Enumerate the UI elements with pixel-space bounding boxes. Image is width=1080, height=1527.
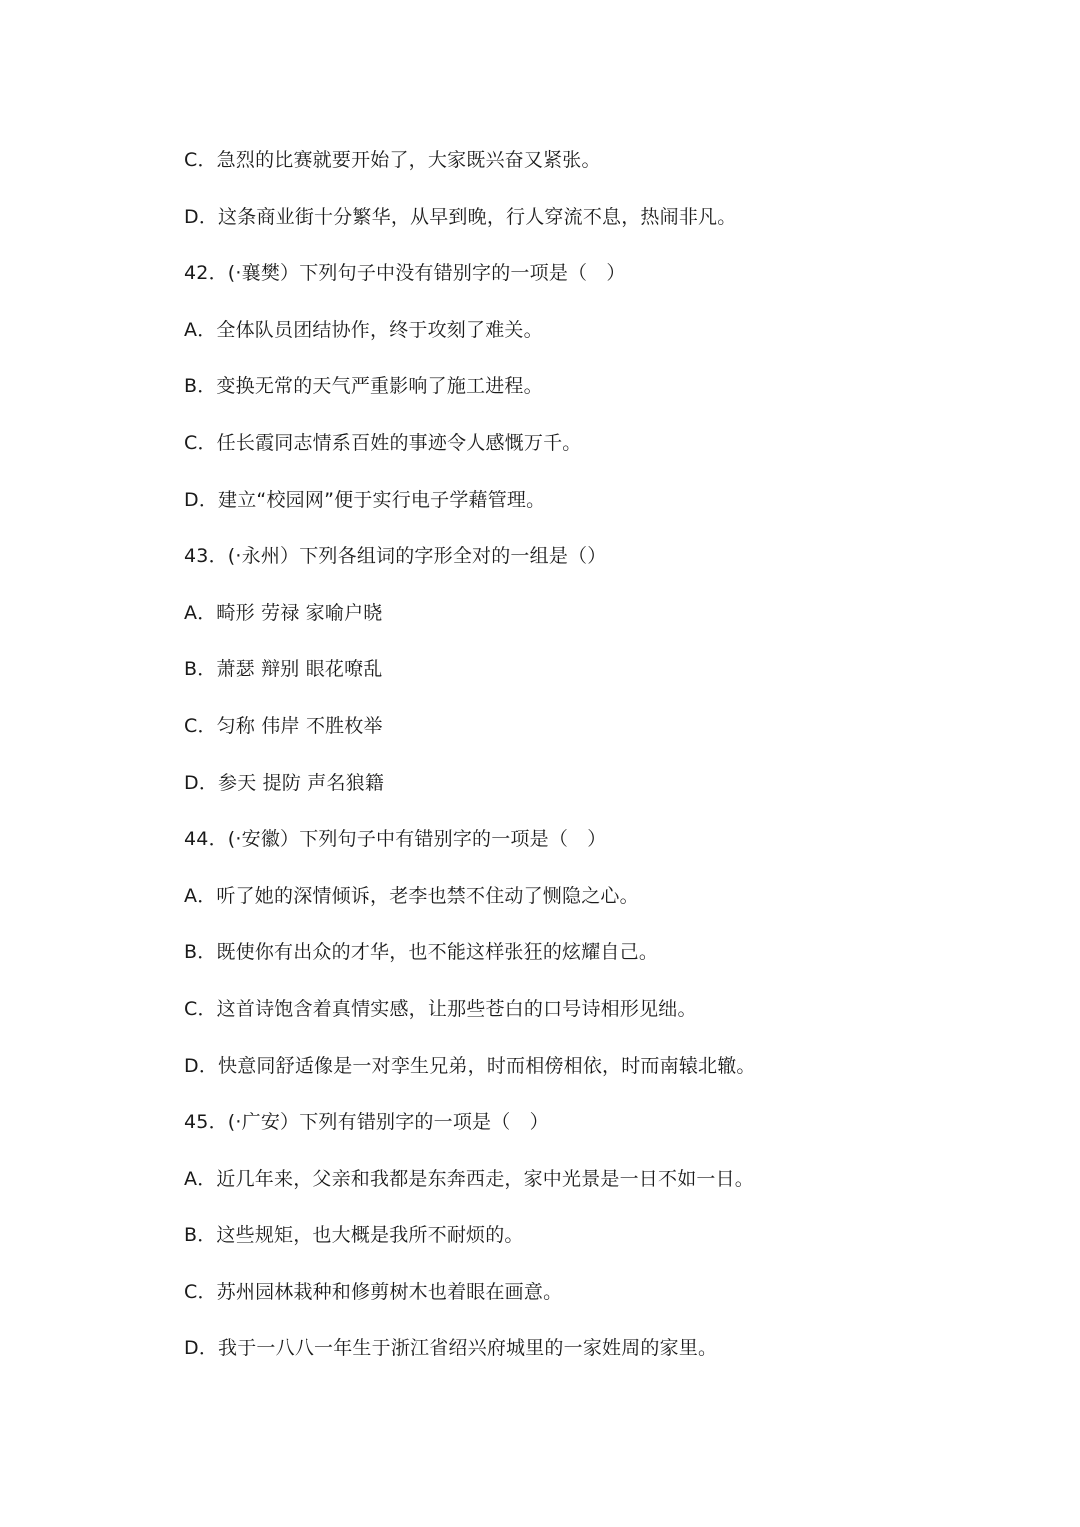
- option-line: D．参天 提防 声名狼籍: [184, 771, 385, 794]
- option-line: D．快意同舒适像是一对孪生兄弟，时而相傍相依，时而南辕北辙。: [184, 1054, 756, 1077]
- option-line: B．既使你有出众的才华，也不能这样张狂的炫耀自己。: [184, 941, 659, 964]
- question-line: 43．(·永州）下列各组词的字形全对的一组是（）: [184, 545, 607, 568]
- option-line: B．变换无常的天气严重影响了施工进程。: [184, 375, 543, 398]
- option-line: A．听了她的深情倾诉，老李也禁不住动了恻隐之心。: [184, 884, 639, 907]
- option-line: A．全体队员团结协作，终于攻刻了难关。: [184, 318, 543, 341]
- question-line: 42．(·襄樊）下列句子中没有错别字的一项是（ ）: [184, 262, 626, 285]
- option-line: D．建立“校园网”便于实行电子学藉管理。: [184, 488, 546, 511]
- option-line: C．任长霞同志情系百姓的事迹令人感慨万千。: [184, 431, 582, 454]
- question-text-block: [184, 143, 1044, 1388]
- option-line: C．匀称 伟岸 不胜枚举: [184, 714, 383, 737]
- option-line: A．畸形 劳禄 家喻户晓: [184, 601, 383, 624]
- question-line: 45．(·广安）下列有错别字的一项是（ ）: [184, 1111, 549, 1134]
- option-line: B．萧瑟 辩别 眼花嘹乱: [184, 658, 383, 681]
- option-line: C．这首诗饱含着真情实感，让那些苍白的口号诗相形见绌。: [184, 997, 697, 1020]
- option-line: C．苏州园林栽种和修剪树木也着眼在画意。: [184, 1280, 563, 1303]
- option-line: D．我于一八八一年生于浙江省绍兴府城里的一家姓周的家里。: [184, 1337, 718, 1360]
- option-line: C．急烈的比赛就要开始了，大家既兴奋又紧张。: [184, 149, 601, 171]
- option-line: A．近几年来，父亲和我都是东奔西走，家中光景是一日不如一日。: [184, 1167, 754, 1190]
- option-line: D．这条商业街十分繁华，从早到晚，行人穿流不息，热闹非凡。: [184, 205, 737, 228]
- question-line: 44．(·安徽）下列句子中有错别字的一项是（ ）: [184, 828, 607, 851]
- option-line: B．这些规矩，也大概是我所不耐烦的。: [184, 1224, 524, 1247]
